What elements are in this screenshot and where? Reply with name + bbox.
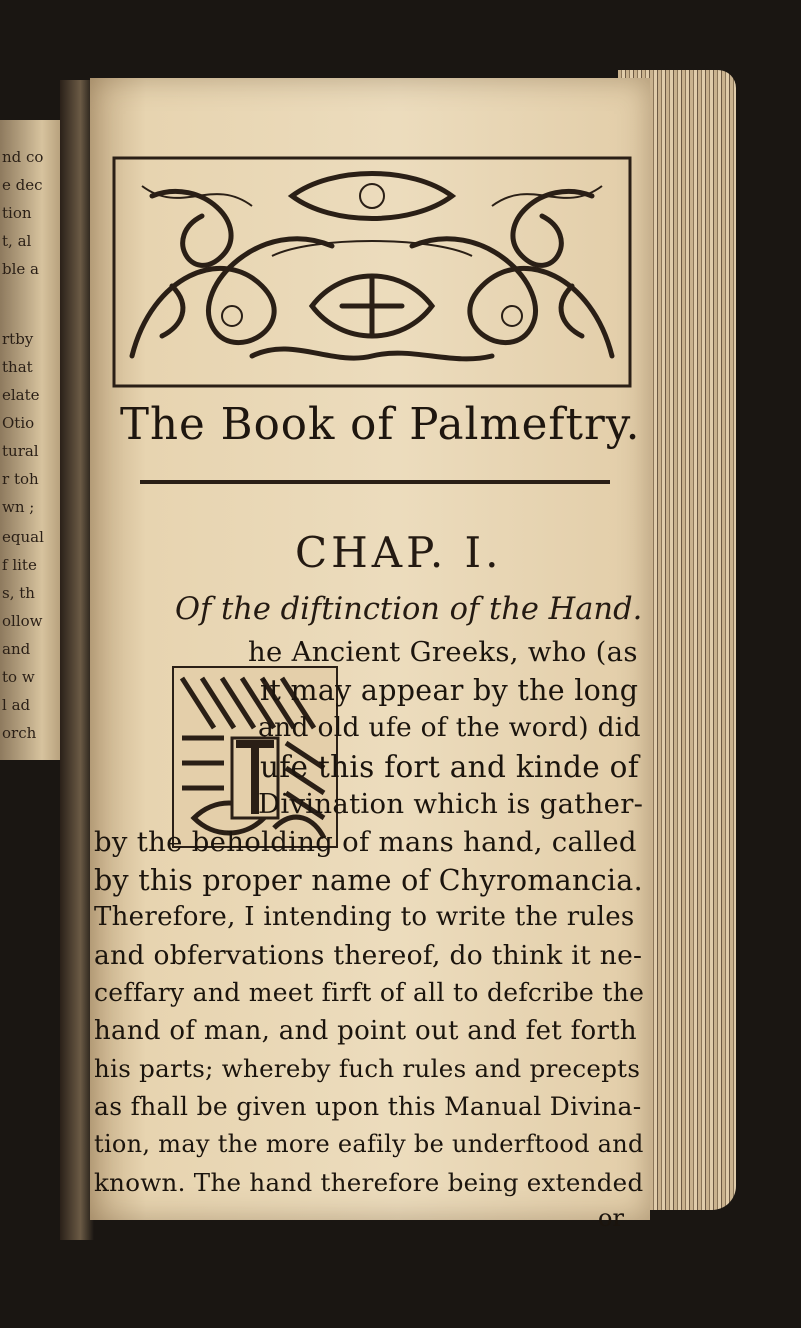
running-title: The Book of Palmeftry. bbox=[120, 400, 641, 450]
ornamental-headpiece bbox=[112, 156, 632, 388]
left-page-fragment: l ad bbox=[2, 696, 31, 714]
text-line: his parts; whereby fuch rules and precepts bbox=[94, 1054, 641, 1083]
left-page-fragment: that bbox=[2, 358, 33, 376]
spine-shadow bbox=[60, 80, 94, 1240]
left-page-fragment: orch bbox=[2, 724, 37, 742]
text-line: he Ancient Greeks, who (as bbox=[248, 636, 638, 668]
left-page-fragment: t, al bbox=[2, 232, 32, 250]
text-line: by this proper name of Chyromancia. bbox=[94, 864, 643, 897]
title-rule bbox=[140, 480, 610, 484]
left-page-fragment: ollow bbox=[2, 612, 43, 630]
left-page-fragment: s, th bbox=[2, 584, 35, 602]
left-page-fragment: to w bbox=[2, 668, 35, 686]
text-line: ceffary and meet firft of all to defcribe the bbox=[94, 978, 645, 1007]
text-line: and old ufe of the word) did bbox=[258, 712, 641, 743]
left-page-fragment: rtby bbox=[2, 330, 34, 348]
text-line: and obfervations thereof, do think it ne- bbox=[94, 940, 643, 971]
text-line: Divination which is gather- bbox=[258, 788, 644, 820]
text-line: as fhall be given upon this Manual Divina- bbox=[94, 1092, 642, 1121]
left-page-fragment: f lite bbox=[2, 556, 37, 574]
catchword: or bbox=[598, 1204, 624, 1232]
left-page-fragment: equal bbox=[2, 528, 44, 546]
book-page bbox=[90, 78, 650, 1232]
text-line: ufe this fort and kinde of bbox=[260, 750, 639, 784]
text-line: known. The hand therefore being extended bbox=[94, 1168, 644, 1197]
left-page-fragment: and bbox=[2, 640, 31, 658]
chapter-subtitle: Of the diftinction of the Hand. bbox=[175, 592, 643, 627]
left-page-fragment: tion bbox=[2, 204, 32, 222]
left-page-fragment: nd co bbox=[2, 148, 44, 166]
left-page-fragment: wn ; bbox=[2, 498, 35, 516]
left-page-fragment: ble a bbox=[2, 260, 39, 278]
previous-page-strip bbox=[0, 120, 60, 760]
left-page-fragment: e dec bbox=[2, 176, 43, 194]
left-page-fragment: Otio bbox=[2, 414, 35, 432]
text-line: tion, may the more eafily be underftood and bbox=[94, 1130, 644, 1158]
text-line: hand of man, and point out and fet forth bbox=[94, 1016, 637, 1046]
left-page-fragment: tural bbox=[2, 442, 39, 460]
text-line: by the beholding of mans hand, called bbox=[94, 826, 637, 858]
left-page-fragment: r toh bbox=[2, 470, 39, 488]
text-line: it may appear by the long bbox=[260, 674, 639, 707]
text-line: Therefore, I intending to write the rules bbox=[94, 902, 635, 932]
left-page-fragment: elate bbox=[2, 386, 40, 404]
chapter-heading: CHAP. I. bbox=[295, 528, 503, 577]
